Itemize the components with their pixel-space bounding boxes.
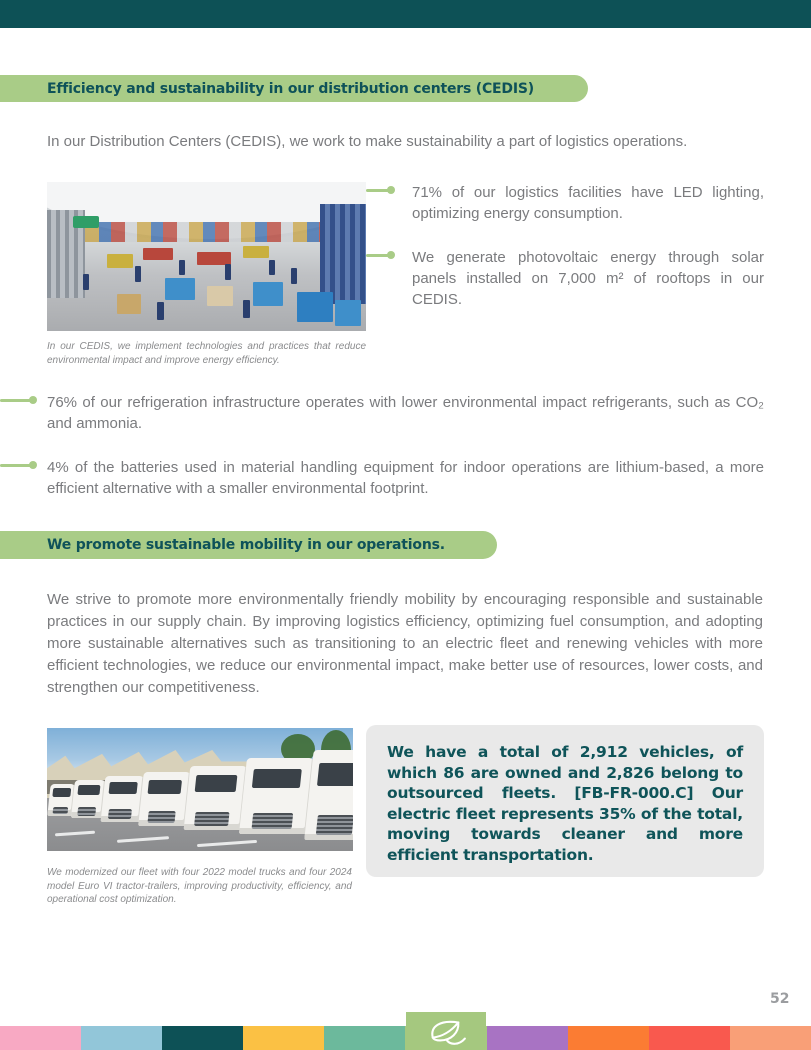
crate xyxy=(335,300,361,326)
warehouse-sign xyxy=(73,216,99,228)
strip-segment xyxy=(324,1026,405,1050)
crate xyxy=(117,294,141,314)
section-heading-cedis-label: Efficiency and sustainability in our distribution centers (CEDIS) xyxy=(47,80,534,97)
section-heading-mobility-label: We promote sustainable mobility in our operations. xyxy=(47,537,445,553)
bullet-dot-icon xyxy=(29,396,37,404)
truck-photo-caption: We modernized our fleet with four 2022 model trucks and four 2024 model Euro VI tractor-trailers, improving productivity, efficiency, and operational cost optimization. xyxy=(47,867,352,905)
crate xyxy=(143,248,173,260)
top-banner xyxy=(0,0,811,28)
bullet-line xyxy=(0,464,31,467)
section-heading-cedis xyxy=(0,75,588,102)
warehouse-photo-caption: In our CEDIS, we implement technologies and practices that reduce environmental impact and improve energy efficiency. xyxy=(47,341,366,366)
crate xyxy=(107,254,133,268)
bullet-lithium-batteries: 4% of the batteries used in material handling equipment for indoor operations are lithium-based, a more efficient alternative with a smaller environmental footprint. xyxy=(47,459,764,497)
strip-segment xyxy=(730,1026,811,1050)
crate xyxy=(253,282,283,306)
fleet-highlight-text: We have a total of 2,912 vehicles, of which 86 are owned and 2,826 belong to outsourced fleets. [FB-FR-000.C] Our electric fleet represents 35% of the total, moving towards cleaner and more efficient transportation. xyxy=(387,743,743,864)
worker-figure xyxy=(269,260,275,275)
fleet-highlight-box xyxy=(366,725,764,877)
strip-segment xyxy=(649,1026,730,1050)
bullet-dot-icon xyxy=(387,186,395,194)
leaf-logo-icon xyxy=(423,1014,469,1048)
crate xyxy=(297,292,333,322)
truck xyxy=(304,750,353,840)
truck xyxy=(239,758,315,834)
crate xyxy=(207,286,233,306)
bullet-line xyxy=(0,399,31,402)
cedis-intro-text: In our Distribution Centers (CEDIS), we work to make sustainability a part of logistics operations. xyxy=(47,133,688,150)
strip-segment xyxy=(568,1026,649,1050)
bullet-line xyxy=(366,189,389,192)
crate xyxy=(165,278,195,300)
section-heading-mobility xyxy=(0,531,497,559)
mobility-paragraph: We strive to promote more environmentally friendly mobility by encouraging responsible and sustainable practices in our supply chain. By improving logistics efficiency, optimizing fuel consumption, and adopting more sustainable alternatives such as transitioning to an electric fleet and renewing vehicles with more efficient technologies, we reduce our environmental impact, make better use of resources, lower costs, and strengthen our competitiveness. xyxy=(47,591,763,696)
truck xyxy=(138,772,192,826)
warehouse-rack-right xyxy=(320,204,366,304)
bullet-dot-icon xyxy=(387,251,395,259)
strip-segment xyxy=(0,1026,81,1050)
strip-segment xyxy=(81,1026,162,1050)
worker-figure xyxy=(179,260,185,275)
crate xyxy=(243,246,269,258)
worker-figure xyxy=(291,268,297,284)
bullet-refrigerants: 76% of our refrigeration infrastructure operates with lower environmental impact refrigerants, such as CO₂ and ammonia. xyxy=(47,394,764,432)
worker-figure xyxy=(225,264,231,280)
worker-figure xyxy=(157,302,164,320)
worker-figure xyxy=(135,266,141,282)
page-number: 52 xyxy=(770,991,790,1007)
bullet-dot-icon xyxy=(29,461,37,469)
footer-logo-block xyxy=(406,1012,486,1050)
truck xyxy=(184,766,249,830)
worker-figure xyxy=(243,300,250,318)
truck-fleet-photo xyxy=(47,728,353,851)
strip-segment xyxy=(487,1026,568,1050)
strip-segment xyxy=(162,1026,243,1050)
warehouse-photo xyxy=(47,182,366,331)
worker-figure xyxy=(83,274,89,290)
bullet-line xyxy=(366,254,389,257)
bullet-led-lighting: 71% of our logistics facilities have LED lighting, optimizing energy consumption. xyxy=(412,184,764,222)
warehouse-shelves xyxy=(85,222,320,242)
strip-segment xyxy=(243,1026,324,1050)
bullet-photovoltaic: We generate photovoltaic energy through solar panels installed on 7,000 m² of rooftops in our CEDIS. xyxy=(412,249,764,308)
